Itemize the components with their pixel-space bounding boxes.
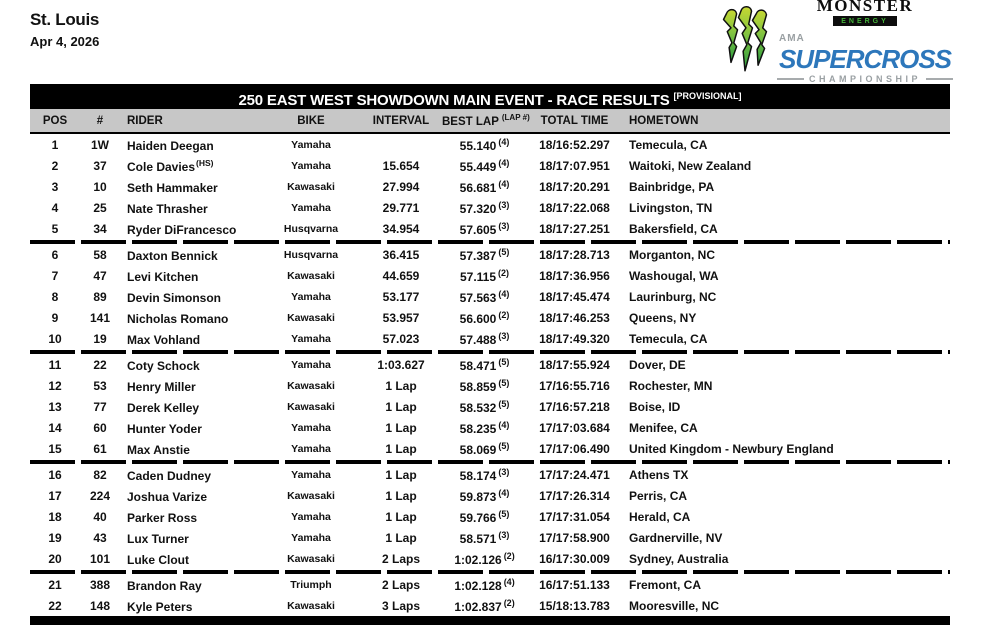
cell-rider: Nicholas Romano [127, 311, 229, 326]
best-lap-number: (4) [503, 576, 515, 587]
cell-total-time: 16/17:51.133 [539, 577, 610, 592]
cell-bike: Yamaha [291, 442, 331, 455]
cell-best-lap: 57.605 $^{(3)}$ [459, 220, 510, 237]
cell-total-time: 17/17:58.900 [539, 530, 610, 545]
cell-total-time: 18/17:46.253 [539, 310, 610, 325]
best-lap-number: (2) [503, 550, 515, 561]
result-row [30, 417, 950, 438]
cell-best-lap: 59.766 $^{(5)}$ [459, 508, 510, 525]
results-title-bar [30, 84, 950, 109]
cell-interval: 1 Lap [385, 509, 417, 524]
best-lap-number: (5) [498, 398, 510, 409]
best-lap-number: (5) [498, 356, 510, 367]
cell-rider: Max Vohland [127, 332, 201, 347]
cell-interval: 1 Lap [385, 488, 417, 503]
best-lap-number: (3) [498, 466, 510, 477]
cell-total-time: 18/16:52.297 [539, 137, 610, 152]
cell-number: 10 [93, 179, 107, 194]
cell-bike: Yamaha [291, 358, 331, 371]
cell-hometown: Temecula, CA [629, 137, 708, 152]
result-row [30, 286, 950, 307]
cell-rider: Coty Schock [127, 358, 200, 373]
cell-interval: 1 Lap [385, 399, 417, 414]
best-lap-number: (5) [498, 508, 510, 519]
cell-rider: Levi Kitchen [127, 269, 199, 284]
cell-number: 148 [89, 598, 111, 613]
cell-number: 89 [93, 289, 107, 304]
cell-best-lap: 58.235 $^{(4)}$ [459, 419, 510, 436]
col-header-interval: INTERVAL [360, 109, 442, 133]
cell-total-time: 18/17:07.951 [539, 158, 610, 173]
cell-bike: Kawasaki [287, 311, 335, 324]
cell-best-lap: 55.140 $^{(4)}$ [459, 136, 510, 153]
col-header-bike: BIKE [262, 109, 360, 133]
cell-interval: 1 Lap [385, 441, 417, 456]
cell-interval: 15.654 [382, 158, 420, 173]
cell-best-lap: 57.387 $^{(5)}$ [459, 246, 510, 263]
cell-rider: Lux Turner [127, 531, 189, 546]
cell-bike: Yamaha [291, 138, 331, 151]
cell-total-time: 15/18:13.783 [539, 598, 610, 613]
cell-number: 19 [93, 331, 107, 346]
best-lap-number: (3) [498, 220, 510, 231]
cell-best-lap: 58.174 $^{(3)}$ [459, 466, 510, 483]
cell-pos: 14 [48, 420, 62, 435]
cell-hometown: Morganton, NC [629, 247, 715, 262]
cell-interval [360, 133, 442, 155]
cell-total-time: 17/17:31.054 [539, 509, 610, 524]
cell-hometown: Athens TX [629, 467, 689, 482]
cell-total-time: 18/17:49.320 [539, 331, 610, 346]
cell-total-time: 17/17:03.684 [539, 420, 610, 435]
cell-rider: Seth Hammaker [127, 180, 218, 195]
cell-interval: 53.957 [382, 310, 420, 325]
cell-pos: 7 [51, 268, 59, 283]
cell-pos: 2 [51, 158, 59, 173]
best-lap-number: (4) [498, 157, 510, 168]
best-lap-number: (4) [498, 178, 510, 189]
cell-pos: 13 [48, 399, 62, 414]
cell-number: 61 [93, 441, 107, 456]
col-header-number: # [80, 109, 120, 133]
cell-rider: Hunter Yoder [127, 421, 202, 436]
cell-bike: Triumph [290, 578, 332, 591]
monster-wordmark: MONSTER [816, 0, 914, 15]
cell-rider: Daxton Bennick [127, 248, 218, 263]
cell-hometown: Bakersfield, CA [629, 221, 718, 236]
cell-best-lap: 56.681 $^{(4)}$ [459, 178, 510, 195]
dashed-divider [30, 570, 950, 574]
col-header-hometown: HOMETOWN [622, 109, 950, 133]
result-row [30, 244, 950, 265]
ama-wordmark: AMA [779, 32, 805, 44]
cell-rider: Kyle Peters [127, 599, 193, 614]
result-row [30, 527, 950, 548]
cell-hometown: Sydney, Australia [629, 551, 729, 566]
cell-total-time: 18/17:20.291 [539, 179, 610, 194]
cell-number: 47 [93, 268, 107, 283]
cell-hometown: United Kingdom - Newbury England [629, 441, 834, 456]
result-row [30, 155, 950, 176]
cell-best-lap: 57.320 $^{(3)}$ [459, 199, 510, 216]
cell-bike: Husqvarna [283, 248, 339, 261]
cell-interval: 34.954 [382, 221, 420, 236]
cell-interval: 29.771 [382, 200, 420, 215]
cell-total-time: 17/16:57.218 [539, 399, 610, 414]
col-header-pos: POS [30, 109, 80, 133]
dashed-divider [30, 240, 950, 244]
cell-hometown: Herald, CA [629, 509, 691, 524]
cell-number: 141 [89, 310, 111, 325]
cell-pos: 9 [51, 310, 59, 325]
supercross-wordmark: SUPERCROSS [778, 43, 952, 74]
cell-pos: 11 [48, 357, 62, 372]
cell-bike: Yamaha [291, 510, 331, 523]
monster-claw-icon [717, 5, 773, 75]
cell-pos: 19 [48, 530, 62, 545]
cell-bike: Yamaha [291, 531, 331, 544]
cell-interval: 2 Laps [381, 551, 420, 566]
cell-best-lap: 59.873 $^{(4)}$ [459, 487, 510, 504]
cell-hometown: Livingston, TN [629, 200, 713, 215]
cell-rider: Cole Davies$^{(HS)}$ [127, 157, 214, 174]
results-title: 250 EAST WEST SHOWDOWN MAIN EVENT - RACE RESULTS [238, 92, 670, 109]
result-row [30, 218, 950, 239]
cell-best-lap: 1:02.837 $^{(2)}$ [454, 597, 515, 614]
cell-pos: 6 [51, 247, 59, 262]
col-header-total-time: TOTAL TIME [527, 109, 622, 133]
best-lap-number: (5) [498, 377, 510, 388]
cell-number: 22 [93, 357, 107, 372]
result-row [30, 307, 950, 328]
cell-pos: 5 [51, 221, 59, 236]
cell-interval: 1 Lap [385, 467, 417, 482]
championship-wordmark: CHAMPIONSHIP [809, 73, 922, 84]
cell-bike: Yamaha [291, 468, 331, 481]
result-row [30, 396, 950, 417]
cell-interval: 36.415 [382, 247, 420, 262]
cell-interval: 27.994 [382, 179, 420, 194]
cell-number: 82 [93, 467, 107, 482]
cell-interval: 3 Laps [381, 598, 420, 613]
results-bottom-bar [30, 616, 950, 625]
championship-row [777, 75, 953, 84]
cell-best-lap: 57.488 $^{(3)}$ [459, 330, 510, 347]
cell-hometown: Bainbridge, PA [629, 179, 715, 194]
results-title-provisional: [PROVISIONAL] [673, 91, 742, 101]
results-table [30, 109, 950, 616]
cell-pos: 10 [48, 331, 62, 346]
cell-interval: 57.023 [382, 331, 420, 346]
cell-total-time: 17/17:24.471 [539, 467, 610, 482]
cell-number: 388 [89, 577, 111, 592]
cell-rider: Parker Ross [127, 510, 198, 525]
cell-bike: Kawasaki [287, 599, 335, 612]
cell-best-lap: 58.859 $^{(5)}$ [459, 377, 510, 394]
best-lap-number: (2) [498, 267, 510, 278]
cell-hometown: Perris, CA [629, 488, 688, 503]
cell-number: 43 [93, 530, 107, 545]
race-results-sheet [30, 84, 950, 625]
cell-bike: Yamaha [291, 332, 331, 345]
results-tbody [30, 133, 950, 616]
cell-pos: 1 [51, 137, 59, 152]
result-row [30, 265, 950, 286]
cell-interval: 1 Lap [385, 378, 417, 393]
cell-hometown: Rochester, MN [629, 378, 713, 393]
cell-pos: 16 [48, 467, 62, 482]
cell-number: 53 [93, 378, 107, 393]
series-logo [717, 0, 953, 84]
event-location: St. Louis [30, 10, 100, 29]
cell-rider: Derek Kelley [127, 400, 200, 415]
cell-total-time: 17/16:55.716 [539, 378, 610, 393]
cell-interval: 1 Lap [385, 420, 417, 435]
cell-bike: Yamaha [291, 290, 331, 303]
cell-bike: Husqvarna [283, 222, 339, 235]
best-lap-number: (4) [498, 136, 510, 147]
cell-hometown: Laurinburg, NC [629, 289, 717, 304]
cell-pos: 22 [48, 598, 62, 613]
result-row [30, 464, 950, 485]
best-lap-number: (5) [498, 440, 510, 451]
championship-dash-left [777, 78, 804, 80]
cell-hometown: Mooresville, NC [629, 598, 720, 613]
cell-rider: Henry Miller [127, 379, 196, 394]
result-row [30, 595, 950, 616]
result-row [30, 176, 950, 197]
result-row [30, 354, 950, 375]
cell-number: 58 [93, 247, 107, 262]
series-logo-text [777, 0, 953, 84]
cell-rider: Devin Simonson [127, 290, 222, 305]
cell-bike: Yamaha [291, 201, 331, 214]
cell-total-time: 16/17:30.009 [539, 551, 610, 566]
cell-rider: Joshua Varize [127, 489, 208, 504]
cell-hometown: Dover, DE [629, 357, 686, 372]
cell-number: 40 [93, 509, 107, 524]
cell-pos: 15 [48, 441, 62, 456]
best-lap-number: (4) [498, 419, 510, 430]
cell-best-lap: 58.532 $^{(5)}$ [459, 398, 510, 415]
result-row [30, 133, 950, 155]
result-row [30, 485, 950, 506]
best-lap-number: (3) [498, 330, 510, 341]
cell-hometown: Washougal, WA [629, 268, 719, 283]
cell-best-lap: 55.449 $^{(4)}$ [459, 157, 510, 174]
cell-pos: 21 [48, 577, 62, 592]
energy-wordmark: ENERGY [833, 16, 897, 26]
cell-total-time: 18/17:28.713 [539, 247, 610, 262]
cell-hometown: Waitoki, New Zealand [629, 158, 752, 173]
result-row [30, 548, 950, 569]
cell-hometown: Temecula, CA [629, 331, 708, 346]
cell-best-lap: 57.563 $^{(4)}$ [459, 288, 510, 305]
cell-rider: Luke Clout [127, 552, 189, 567]
cell-best-lap: 1:02.126 $^{(2)}$ [454, 550, 515, 567]
cell-total-time: 18/17:22.068 [539, 200, 610, 215]
cell-total-time: 18/17:55.924 [539, 357, 610, 372]
cell-rider: Brandon Ray [127, 578, 202, 593]
event-date: Apr 4, 2026 [30, 33, 100, 49]
cell-bike: Kawasaki [287, 552, 335, 565]
results-table-header [30, 109, 950, 133]
cell-rider: Haiden Deegan [127, 138, 214, 153]
cell-pos: 17 [48, 488, 62, 503]
best-lap-number: (5) [498, 246, 510, 257]
result-row [30, 375, 950, 396]
cell-best-lap: 57.115 $^{(2)}$ [459, 267, 510, 284]
rider-note: (HS) [196, 157, 214, 168]
event-info [30, 10, 99, 49]
best-lap-number: (4) [498, 288, 510, 299]
cell-number: 101 [89, 551, 111, 566]
cell-bike: Kawasaki [287, 489, 335, 502]
cell-pos: 20 [48, 551, 62, 566]
cell-pos: 4 [51, 200, 59, 215]
cell-number: 25 [93, 200, 107, 215]
cell-interval: 53.177 [382, 289, 420, 304]
cell-bike: Yamaha [291, 159, 331, 172]
cell-number: 60 [93, 420, 107, 435]
cell-total-time: 17/17:06.490 [539, 441, 610, 456]
cell-rider: Caden Dudney [127, 468, 212, 483]
cell-total-time: 17/17:26.314 [539, 488, 610, 503]
cell-bike: Kawasaki [287, 269, 335, 282]
cell-number: 1W [91, 137, 109, 152]
best-lap-number: (3) [498, 529, 510, 540]
cell-number: 37 [93, 158, 107, 173]
cell-number: 77 [93, 399, 107, 414]
cell-pos: 3 [51, 179, 59, 194]
ama-row [775, 29, 955, 45]
cell-pos: 12 [48, 378, 62, 393]
cell-best-lap: 58.571 $^{(3)}$ [459, 529, 510, 546]
cell-interval: 1:03.627 [377, 357, 425, 372]
cell-best-lap: 56.600 $^{(2)}$ [459, 309, 510, 326]
cell-hometown: Menifee, CA [629, 420, 698, 435]
cell-rider: Max Anstie [127, 442, 190, 457]
cell-number: 34 [93, 221, 107, 236]
cell-hometown: Fremont, CA [629, 577, 701, 592]
cell-interval: 2 Laps [381, 577, 420, 592]
result-row [30, 328, 950, 349]
cell-bike: Kawasaki [287, 400, 335, 413]
best-lap-number: (3) [498, 199, 510, 210]
cell-best-lap: 1:02.128 $^{(4)}$ [454, 576, 515, 593]
cell-total-time: 18/17:36.956 [539, 268, 610, 283]
cell-total-time: 18/17:45.474 [539, 289, 610, 304]
cell-bike: Yamaha [291, 421, 331, 434]
dashed-divider [30, 350, 950, 354]
cell-best-lap: 58.471 $^{(5)}$ [459, 356, 510, 373]
championship-dash-right [926, 78, 953, 80]
cell-bike: Kawasaki [287, 379, 335, 392]
cell-hometown: Gardnerville, NV [629, 530, 723, 545]
cell-total-time: 18/17:27.251 [539, 221, 610, 236]
cell-best-lap: 58.069 $^{(5)}$ [459, 440, 510, 457]
cell-rider: Nate Thrasher [127, 201, 208, 216]
cell-hometown: Boise, ID [629, 399, 681, 414]
dashed-divider [30, 460, 950, 464]
cell-pos: 18 [48, 509, 62, 524]
cell-rider: Ryder DiFrancesco [127, 222, 237, 237]
best-lap-number: (2) [503, 597, 515, 608]
result-row [30, 506, 950, 527]
cell-number: 224 [89, 488, 111, 503]
cell-pos: 8 [51, 289, 59, 304]
col-header-best-lap: BEST LAP $^{(LAP \#)}$ [442, 109, 527, 133]
cell-bike: Kawasaki [287, 180, 335, 193]
cell-interval: 44.659 [382, 268, 420, 283]
best-lap-number: (4) [498, 487, 510, 498]
result-row [30, 438, 950, 459]
result-row [30, 197, 950, 218]
cell-hometown: Queens, NY [629, 310, 697, 325]
best-lap-number: (2) [498, 309, 510, 320]
result-row [30, 574, 950, 595]
col-header-rider: RIDER [120, 109, 262, 133]
cell-interval: 1 Lap [385, 530, 417, 545]
